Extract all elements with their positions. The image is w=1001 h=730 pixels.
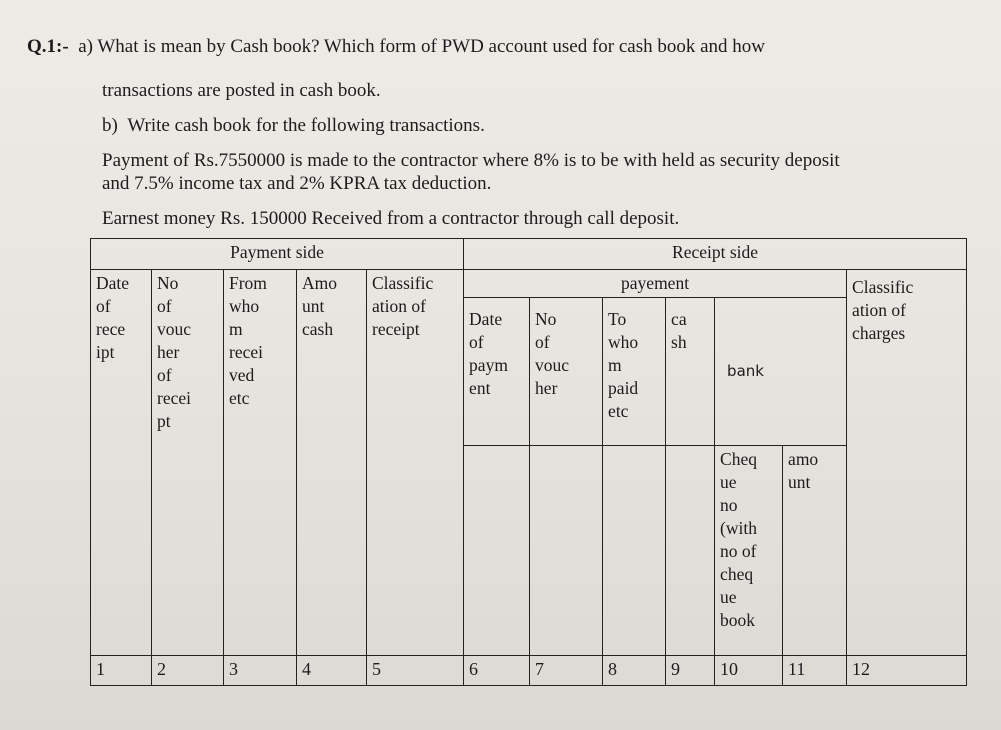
column-number-cell: 4 (297, 656, 367, 686)
header-text-line: vouc (157, 319, 192, 339)
column-number-cell: 3 (224, 656, 297, 686)
header-text-line: (with (720, 518, 757, 538)
part-b-text: Write cash book for the following transactions. (127, 115, 485, 136)
header-text-line: ipt (96, 342, 115, 362)
part-b-label: b) (102, 115, 118, 136)
header-text-line: cash (302, 319, 334, 339)
header-text-line: ue (720, 587, 737, 607)
header-text-line: rece (96, 319, 126, 339)
header-text-line: Amo (302, 273, 337, 293)
column-number-cell: 2 (152, 656, 224, 686)
header-text-line: receipt (372, 319, 420, 339)
col-cheque-no (715, 446, 783, 656)
header-text-line: ca (671, 309, 687, 329)
header-text-line: who (608, 332, 639, 352)
header-text-line: recei (157, 388, 191, 408)
header-text-line: ved (229, 365, 255, 385)
header-text-line: of (157, 365, 172, 385)
transaction-1-line-1: Payment of Rs.7550000 is made to the contractor where 8% is to be with held as security deposit (102, 150, 840, 171)
bank-header: bank (715, 298, 847, 446)
header-text-line: of (469, 332, 484, 352)
body-date-of-payment (464, 446, 530, 656)
header-text-line: etc (229, 388, 250, 408)
header-text-line: her (535, 378, 558, 398)
header-text-line: unt (302, 296, 325, 316)
header-text-line: ation of (372, 296, 426, 316)
header-text-line: her (157, 342, 180, 362)
col-amount-cash (297, 270, 367, 656)
header-text-line: m (229, 319, 243, 339)
question-number: Q.1:- (27, 36, 69, 57)
header-text-line: paid (608, 378, 639, 398)
column-number-cell: 5 (367, 656, 464, 686)
receipt-side-header: Receipt side (464, 239, 967, 270)
column-number-cell: 11 (783, 656, 847, 686)
header-text-line: no (720, 495, 738, 515)
header-text-line: To (608, 309, 627, 329)
column-number-row (91, 656, 967, 686)
header-text-line: unt (788, 472, 811, 492)
col-classification-of-charges (847, 270, 967, 656)
column-number-cell: 9 (666, 656, 715, 686)
cash-book-table (90, 238, 967, 686)
header-text-line: recei (229, 342, 263, 362)
question-line-a (27, 36, 765, 58)
column-number-cell: 10 (715, 656, 783, 686)
header-text-line: Date (469, 309, 503, 329)
transaction-1-line-2: and 7.5% income tax and 2% KPRA tax deduction. (102, 173, 492, 194)
col-classification-of-receipt (367, 270, 464, 656)
col-date-of-payment (464, 298, 530, 446)
col-date-of-receipt (91, 270, 152, 656)
header-text-line: who (229, 296, 260, 316)
col-to-whom-paid (603, 298, 666, 446)
payment-side-header: Payment side (91, 239, 464, 270)
header-text-line: paym (469, 355, 508, 375)
header-text-line: amo (788, 449, 819, 469)
header-text-line: of (96, 296, 111, 316)
header-text-line: sh (671, 332, 687, 352)
header-text-line: vouc (535, 355, 570, 375)
col-no-of-voucher-payment (530, 298, 603, 446)
header-text-line: ue (720, 472, 737, 492)
column-number-cell: 6 (464, 656, 530, 686)
header-text-line: ation of (852, 300, 906, 320)
header-text-line: pt (157, 411, 171, 431)
column-header-row (91, 270, 967, 298)
part-a-line-2: transactions are posted in cash book. (102, 80, 381, 101)
header-text-line: etc (608, 401, 629, 421)
body-cash-payment (666, 446, 715, 656)
transaction-2: Earnest money Rs. 150000 Received from a contractor through call deposit. (102, 208, 680, 229)
header-text-line: Classific (852, 277, 914, 297)
question-line-b (102, 115, 485, 137)
part-a-label: a) (78, 36, 93, 57)
header-text-line: of (535, 332, 550, 352)
column-number-cell: 8 (603, 656, 666, 686)
header-text-line: No (157, 273, 179, 293)
header-text-line: ent (469, 378, 491, 398)
column-number-cell: 1 (91, 656, 152, 686)
header-text-line: Classific (372, 273, 434, 293)
column-number-cell: 12 (847, 656, 967, 686)
header-text-line: Date (96, 273, 130, 293)
col-from-whom-received (224, 270, 297, 656)
header-text-line: No (535, 309, 557, 329)
side-header-row (91, 239, 967, 270)
column-number-cell: 7 (530, 656, 603, 686)
body-no-of-voucher-payment (530, 446, 603, 656)
header-text-line: Cheq (720, 449, 757, 469)
col-no-of-voucher (152, 270, 224, 656)
header-text-line: cheq (720, 564, 754, 584)
header-text-line: of (157, 296, 172, 316)
col-cash-payment (666, 298, 715, 446)
header-text-line: m (608, 355, 622, 375)
payement-header: payement (464, 270, 847, 298)
part-a-text: What is mean by Cash book? Which form of PWD account used for cash book and how (97, 36, 766, 57)
header-text-line: book (720, 610, 756, 630)
body-to-whom-paid (603, 446, 666, 656)
header-text-line: no of (720, 541, 757, 561)
col-bank-amount (783, 446, 847, 656)
header-text-line: From (229, 273, 267, 293)
header-text-line: charges (852, 323, 906, 343)
